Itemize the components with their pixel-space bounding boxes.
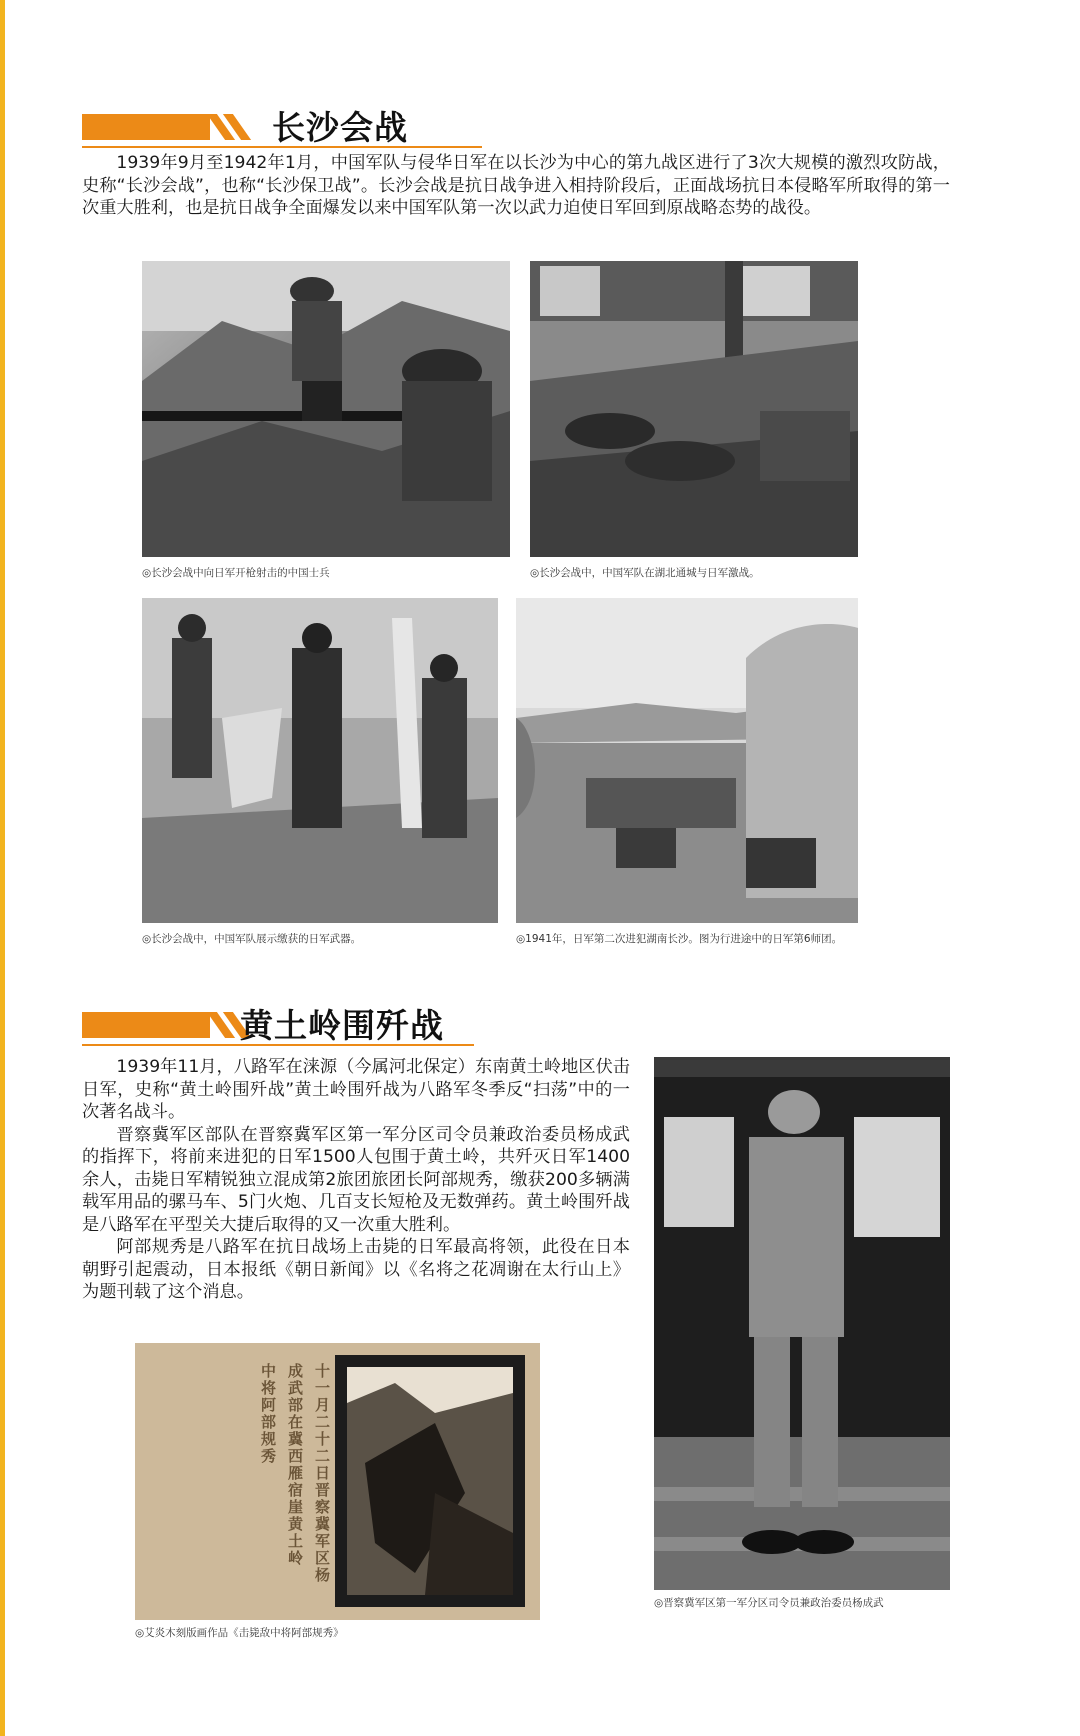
section-title: 黄土岭围歼战 [240,1006,444,1045]
woodcut-text-line: 十一月二十二日晋察冀军区杨 [313,1363,331,1584]
photo-caption: ◎1941年，日军第二次进犯湖南长沙。图为行进途中的日军第6师团。 [516,933,843,945]
header-orange-bar [82,114,210,140]
photo-tongcheng-battle [530,261,858,557]
paragraph-text: 1939年11月，八路军在涞源（今属河北保定）东南黄土岭地区伏击日军，史称“黄土岭围歼战”黄土岭围歼战为八路军冬季反“扫荡”中的一次著名战斗。 [82,1057,630,1122]
paragraph-text: 晋察冀军区部队在晋察冀军区第一军分区司令员兼政治委员杨成武的指挥下，将前来进犯的日军1500人包围于黄土岭，共歼灭日军1400余人，击毙日军精锐独立混成第2旅团旅团长阿部规秀，缴获200多辆满载军用品的骡马车、5门火炮、几百支长短枪及无数弹药。黄土岭围歼战是八路军在平型关大捷后取得的又一次重大胜利。 [82,1124,630,1235]
image-woodcut-print [135,1343,540,1620]
section-header-huangtuling [82,1004,474,1048]
photo-caption: ◎长沙会战中，中国军队展示缴获的日军武器。 [142,933,362,945]
woodcut-text-line: 成武部在冀西雁宿崖黄土岭 [286,1363,304,1567]
section-title: 长沙会战 [272,108,408,147]
section-paragraph [82,1056,630,1304]
photo-caption: ◎艾炎木刻版画作品《击毙敌中将阿部规秀》 [135,1627,344,1639]
woodcut-text-line: 中将阿部规秀 [259,1363,277,1465]
header-orange-bar [82,1012,210,1038]
photo-soldier-firing [142,261,510,557]
photo-caption: ◎长沙会战中向日军开枪射击的中国士兵 [142,567,330,579]
section-paragraph [82,152,950,220]
section-header-changsha [82,106,482,150]
paragraph-text: 阿部规秀是八路军在抗日战场上击毙的日军最高将领，此役在日本朝野引起震动，日本报纸《朝日新闻》以《名将之花凋谢在太行山上》为题刊载了这个消息。 [82,1237,630,1302]
photo-japanese-division [516,598,858,923]
paragraph-text: 1939年9月至1942年1月，中国军队与侵华日军在以长沙为中心的第九战区进行了3次大规模的激烈攻防战，史称“长沙会战”，也称“长沙保卫战”。长沙会战是抗日战争进入相持阶段后，正面战场抗日本侵略军所取得的第一次重大胜利，也是抗日战争全面爆发以来中国军队第一次以武力迫使日军回到原战略态势的战役。 [82,153,950,218]
woodcut-inscription [213,1363,333,1603]
page-spine-stripe [0,0,5,1736]
photo-caption: ◎晋察冀军区第一军分区司令员兼政治委员杨成武 [654,1597,884,1609]
photo-caption: ◎长沙会战中，中国军队在湖北通城与日军激战。 [530,567,760,579]
photo-captured-weapons [142,598,498,923]
photo-yang-chengwu-portrait [654,1057,950,1590]
